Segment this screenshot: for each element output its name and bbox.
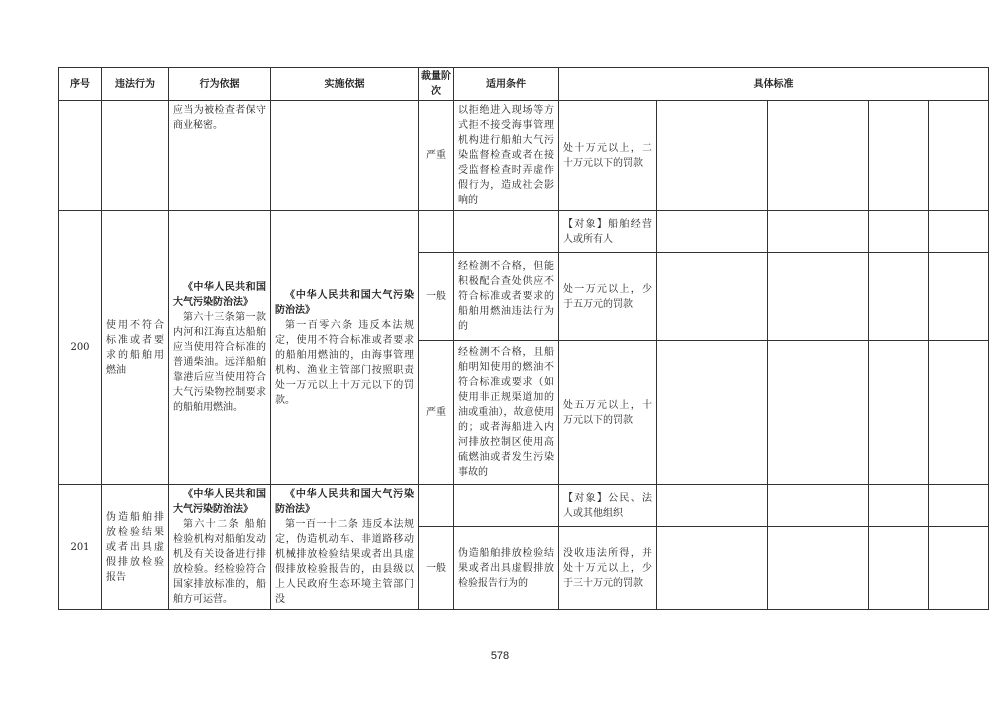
violation-201: 伪造船舶排放检验结果或者出具虚假排放检验报告 xyxy=(102,485,169,610)
cont-basis-cell: 应当为被检查者保守商业秘密。 xyxy=(169,101,271,211)
empty-cell xyxy=(929,211,989,253)
empty-cell xyxy=(768,211,869,253)
empty-cell xyxy=(869,527,929,610)
violation-200: 使用不符合标准或者要求的船舶用燃油 xyxy=(102,211,169,485)
level-201-general: 一般 xyxy=(419,527,454,610)
standard-200-severe: 处五万元以上，十万元以下的罚款 xyxy=(559,341,657,485)
empty-cell xyxy=(768,253,869,341)
cont-violation-cell xyxy=(102,101,169,211)
table-row xyxy=(59,485,989,527)
standard-201-general: 没收违法所得，并处十万元以上，少于三十万元的罚款 xyxy=(559,527,657,610)
basis-201 xyxy=(169,485,271,610)
basis-201-article: 第六十二条 船舶检验机构对船舶发动机及有关设备进行排放检验。经检验符合国家排放标准的，船舶方可运营。 xyxy=(173,519,266,605)
page-number: 578 xyxy=(490,650,510,662)
impl-200 xyxy=(271,211,419,485)
empty-cell xyxy=(929,341,989,485)
header-violation: 违法行为 xyxy=(102,68,169,101)
impl-200-law-title: 《中华人民共和国大气污染防治法》 xyxy=(275,289,414,316)
header-row xyxy=(59,68,989,101)
empty-cell xyxy=(869,253,929,341)
condition-201-general: 伪造船舶排放检验结果或者出具虚假排放检验报告行为的 xyxy=(454,527,559,610)
empty-cell xyxy=(768,485,869,527)
empty-cell xyxy=(929,527,989,610)
basis-200-law-title: 《中华人民共和国大气污染防治法》 xyxy=(173,282,266,308)
empty-cell xyxy=(869,341,929,485)
seq-200: 200 xyxy=(59,211,102,485)
level-empty-cell xyxy=(419,211,454,253)
basis-200-article: 第六十三条第一款 内河和江海直达船舶应当使用符合标准的普通柴油。远洋船舶靠港后应当使用符合大气污染物控制要求的船舶用燃油。 xyxy=(173,312,266,413)
header-discretion-level: 裁量阶次 xyxy=(419,68,454,101)
cont-standard-cell: 处十万元以上，二十万元以下的罚款 xyxy=(559,101,657,211)
cont-level-cell: 严重 xyxy=(419,101,454,211)
empty-cell xyxy=(657,211,768,253)
empty-cell xyxy=(657,485,768,527)
header-condition: 适用条件 xyxy=(454,68,559,101)
empty-cell xyxy=(869,211,929,253)
empty-cell xyxy=(869,101,929,211)
condition-200-general: 经检测不合格，但能积极配合查处供应不符合标准或者要求的船舶用燃油违法行为的 xyxy=(454,253,559,341)
table-row xyxy=(59,211,989,253)
table-row xyxy=(59,101,989,211)
impl-201-article: 第一百一十二条 违反本法规定，伪造机动车、非道路移动机械排放检验结果或者出具虚假排放检验报告的，由县级以上人民政府生态环境主管部门没 xyxy=(275,519,414,605)
empty-cell xyxy=(768,527,869,610)
empty-cell xyxy=(768,341,869,485)
empty-cell xyxy=(657,527,768,610)
condition-empty-cell xyxy=(454,211,559,253)
level-200-severe: 严重 xyxy=(419,341,454,485)
condition-empty-cell xyxy=(454,485,559,527)
impl-200-article: 第一百零六条 违反本法规定，使用不符合标准或者要求的船舶用燃油的，由海事管理机构、渔业主管部门按照职责处一万元以上十万元以下的罚款。 xyxy=(275,319,414,406)
level-200-general: 一般 xyxy=(419,253,454,341)
header-seq: 序号 xyxy=(59,68,102,101)
cont-impl-cell xyxy=(271,101,419,211)
empty-cell xyxy=(657,101,768,211)
empty-cell xyxy=(657,341,768,485)
empty-cell xyxy=(657,253,768,341)
basis-200 xyxy=(169,211,271,485)
object-201: 【对象】公民、法人或其他组织 xyxy=(559,485,657,527)
empty-cell xyxy=(768,101,869,211)
level-empty-cell xyxy=(419,485,454,527)
cont-condition-cell: 以拒绝进入现场等方式拒不接受海事管理机构进行船舶大气污染监督检查或者在接受监督检查时弄虚作假行为，造成社会影响的 xyxy=(454,101,559,211)
header-implementation: 实施依据 xyxy=(271,68,419,101)
empty-cell xyxy=(869,485,929,527)
impl-201 xyxy=(271,485,419,610)
standard-200-general: 处一万元以上，少于五万元的罚款 xyxy=(559,253,657,341)
header-standard: 具体标准 xyxy=(559,68,989,101)
impl-201-law-title: 《中华人民共和国大气污染防治法》 xyxy=(275,489,414,515)
condition-200-severe: 经检测不合格，且船舶明知使用的燃油不符合标准或要求（如使用非正规渠道加的油或重油），故意使用的；或者海船进入内河排放控制区使用高硫燃油或者发生污染事故的 xyxy=(454,341,559,485)
empty-cell xyxy=(929,485,989,527)
basis-201-law-title: 《中华人民共和国大气污染防治法》 xyxy=(173,489,266,515)
empty-cell xyxy=(929,253,989,341)
penalty-table xyxy=(58,67,989,610)
object-200: 【对象】船舶经营人或所有人 xyxy=(559,211,657,253)
empty-cell xyxy=(929,101,989,211)
header-basis: 行为依据 xyxy=(169,68,271,101)
seq-201: 201 xyxy=(59,485,102,610)
cont-seq-cell xyxy=(59,101,102,211)
